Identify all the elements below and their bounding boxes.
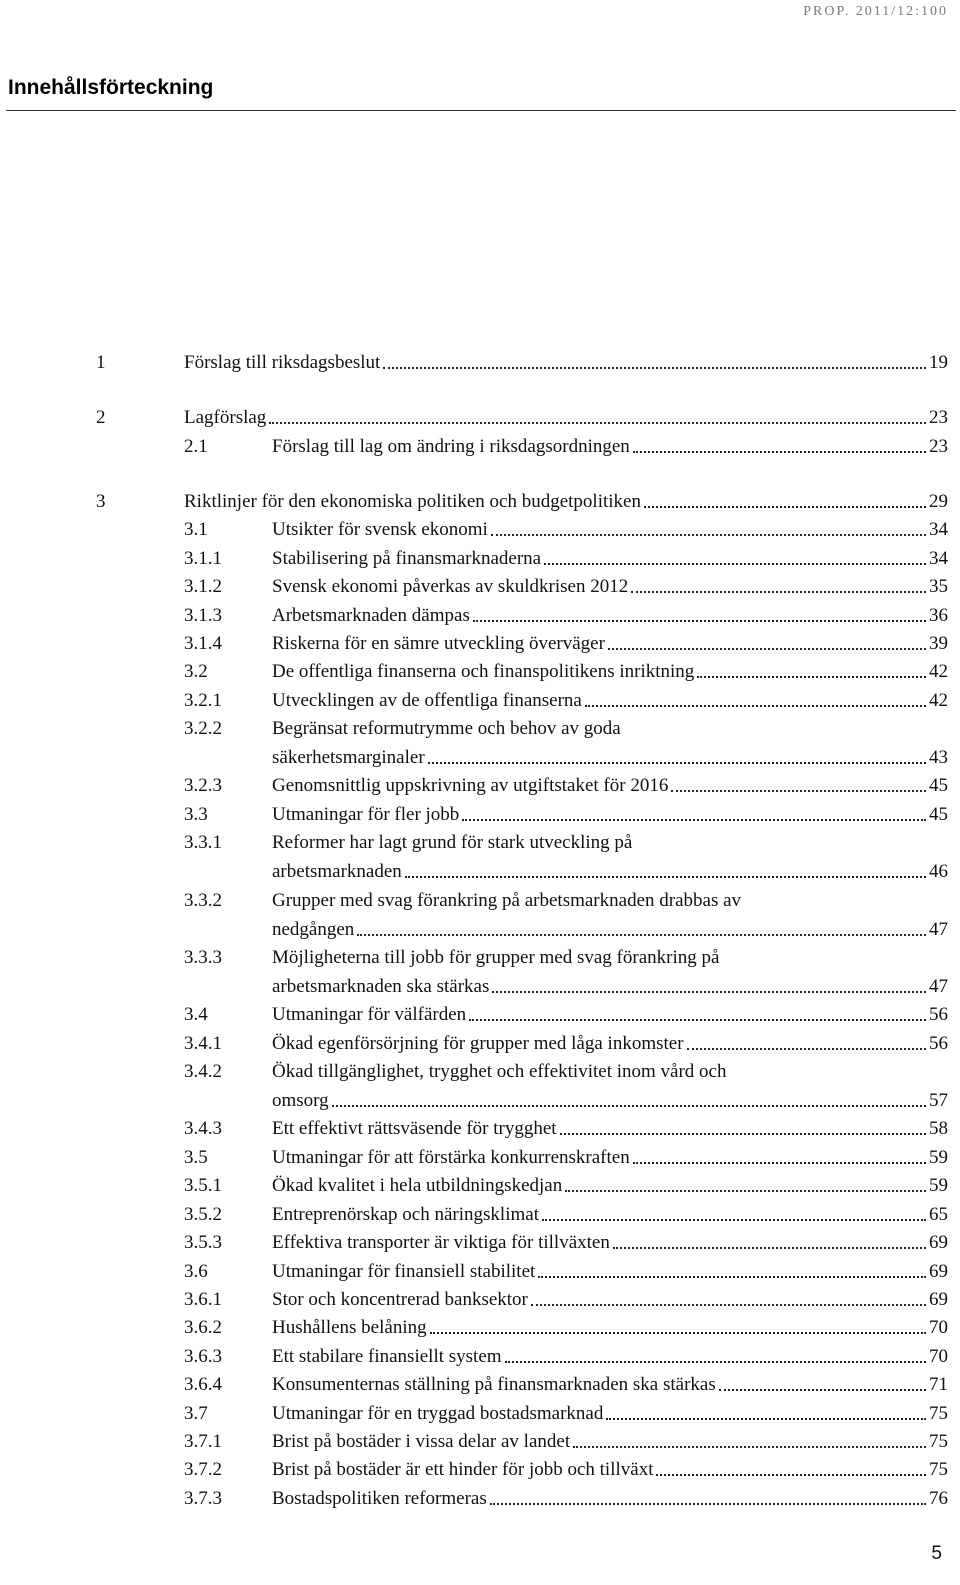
toc-entry-title: Begränsat reformutrymme och behov av goda [272,718,621,739]
toc-entry-title-continued: omsorg [272,1090,329,1111]
toc-entry-page: 39 [929,633,948,654]
dot-leader [269,395,926,424]
toc-entry-number: 3 [96,491,106,512]
toc-entry-number: 3.1.4 [184,633,222,654]
toc-entry-number: 3.7 [184,1403,208,1424]
toc-entry-number: 3.5.1 [184,1175,222,1196]
toc-entry-title: Utmaningar för finansiell stabilitet [272,1261,536,1282]
dot-leader [332,1078,926,1107]
toc-entry-number: 3.3.1 [184,832,222,853]
toc-entry-title: Utmaningar för en tryggad bostadsmarknad [272,1403,604,1424]
toc-entry-title: Förslag till riksdagsbeslut [184,352,381,373]
dot-leader [633,424,926,453]
dot-leader [585,678,926,707]
page-number: 5 [931,1543,942,1564]
toc-entry-title: Ökad tillgänglighet, trygghet och effektivitet inom vård och [272,1061,727,1082]
dot-leader [719,1362,926,1391]
dot-leader [608,621,926,650]
toc-entry-title: Stor och koncentrerad banksektor [272,1289,528,1310]
toc-entry-page: 45 [929,775,948,796]
toc-entry-title: Ökad kvalitet i hela utbildningskedjan [272,1175,563,1196]
toc-entry-title: Utmaningar för att förstärka konkurrenskraften [272,1147,630,1168]
toc-entry-page: 71 [929,1374,948,1395]
toc-entry-title: Ett effektivt rättsväsende för trygghet [272,1118,557,1139]
dot-leader [542,1192,926,1221]
dot-leader [644,479,926,508]
toc-entry-title: Utvecklingen av de offentliga finanserna [272,690,582,711]
toc-entry-title: Möjligheterna till jobb för grupper med svag förankring på [272,947,720,968]
dot-leader [697,649,926,678]
dot-leader [687,1021,926,1050]
toc-entry-number: 3.5 [184,1147,208,1168]
toc-entry-number: 3.6.1 [184,1289,222,1310]
toc-entry-page: 59 [929,1147,948,1168]
toc-entry-number: 3.4 [184,1004,208,1025]
dot-leader [469,992,926,1021]
toc-entry-page: 70 [929,1346,948,1367]
toc-entry-title: Entreprenörskap och näringsklimat [272,1204,539,1225]
toc-entry-number: 3.2 [184,661,208,682]
toc-entry-title: Brist på bostäder är ett hinder för jobb och tillväxt [272,1459,654,1480]
toc-entry-title: Grupper med svag förankring på arbetsmarknaden drabbas av [272,890,742,911]
dot-leader [473,593,926,622]
toc-entry-number: 3.2.1 [184,690,222,711]
dot-leader [656,1447,926,1476]
dot-leader [430,1305,926,1334]
toc-entry-page: 69 [929,1261,948,1282]
toc-entry-title: Hushållens belåning [272,1317,427,1338]
toc-entry-title: Ökad egenförsörjning för grupper med låga inkomster [272,1033,684,1054]
toc-entry-page: 34 [929,548,948,569]
toc-entry-number: 3.6.3 [184,1346,222,1367]
toc-entry-title: Förslag till lag om ändring i riksdagsordningen [272,436,630,457]
toc-entry-title-continued: arbetsmarknaden ska stärkas [272,976,490,997]
toc-entry-page: 75 [929,1403,948,1424]
toc-entry-page: 56 [929,1033,948,1054]
toc-entry-title: Riktlinjer för den ekonomiska politiken och budgetpolitiken [184,491,641,512]
toc-entry-page: 36 [929,605,948,626]
toc-entry-page: 75 [929,1459,948,1480]
toc-entry-page: 76 [929,1488,948,1509]
toc-entry-page: 59 [929,1175,948,1196]
toc-entry-title: Svensk ekonomi påverkas av skuldkrisen 2012 [272,576,629,597]
toc-entry-number: 3.1.2 [184,576,222,597]
toc-entry-page: 45 [929,804,948,825]
toc-entry-title: Brist på bostäder i vissa delar av landet [272,1431,571,1452]
toc-entry-number: 3.5.2 [184,1204,222,1225]
toc-entry-page: 19 [929,352,948,373]
toc-entry-title: Utsikter för svensk ekonomi [272,519,488,540]
toc-entry-title: Effektiva transporter är viktiga för tillväxten [272,1232,610,1253]
toc-entry-page: 58 [929,1118,948,1139]
dot-leader [538,1249,926,1278]
toc-entry-title-continued: arbetsmarknaden [272,861,402,882]
document-title: Innehållsförteckning [8,76,214,99]
toc-entry-title: Lagförslag [184,407,267,428]
toc-entry-number: 3.1 [184,519,208,540]
toc-entry-page: 65 [929,1204,948,1225]
dot-leader [491,507,926,536]
dot-leader [428,735,926,764]
toc-entry-number: 3.1.1 [184,548,222,569]
toc-entry-title-continued: säkerhetsmarginaler [272,747,425,768]
toc-entry-number: 3.4.2 [184,1061,222,1082]
toc-entry-title: Reformer har lagt grund för stark utveckling på [272,832,633,853]
toc-entry-number: 3.6 [184,1261,208,1282]
dot-leader [405,849,926,878]
toc-entry-number: 3.7.1 [184,1431,222,1452]
toc-entry-title: Riskerna för en sämre utveckling överväger [272,633,605,654]
toc-entry-page: 69 [929,1289,948,1310]
toc-entry-number: 3.6.2 [184,1317,222,1338]
dot-leader [613,1220,926,1249]
toc-entry-page: 57 [929,1090,948,1111]
toc-entry-title: Bostadspolitiken reformeras [272,1488,487,1509]
toc-entry-number: 2 [96,407,106,428]
dot-leader [462,792,926,821]
toc-entry-page: 34 [929,519,948,540]
toc-entry-number: 2.1 [184,436,208,457]
toc-entry-page: 47 [929,976,948,997]
toc-entry-title: Genomsnittlig uppskrivning av utgiftstaket för 2016 [272,775,669,796]
toc-entry-number: 3.1.3 [184,605,222,626]
dot-leader [565,1163,926,1192]
toc-entry-page: 56 [929,1004,948,1025]
dot-leader [357,907,926,936]
toc-entry-title: Utmaningar för fler jobb [272,804,460,825]
dot-leader [631,564,926,593]
toc-entry-number: 3.4.3 [184,1118,222,1139]
dot-leader [633,1135,926,1164]
dot-leader [492,964,926,993]
dot-leader [560,1106,926,1135]
toc-entry-page: 29 [929,491,948,512]
toc-entry-page: 70 [929,1317,948,1338]
toc-entry-page: 46 [929,861,948,882]
toc-entry-title-continued: nedgången [272,919,355,940]
toc-entry-page: 35 [929,576,948,597]
toc-entry-title: Ett stabilare finansiellt system [272,1346,502,1367]
toc-entry-title: Konsumenternas ställning på finansmarknaden ska stärkas [272,1374,716,1395]
toc-entry-number: 3.5.3 [184,1232,222,1253]
toc-entry-title: De offentliga finanserna och finanspolitikens inriktning [272,661,695,682]
toc-entry-number: 3.3 [184,804,208,825]
dot-leader [505,1334,926,1363]
toc-entry-number: 3.4.1 [184,1033,222,1054]
dot-leader [671,763,926,792]
toc-entry-number: 3.2.3 [184,775,222,796]
toc-entry-title: Arbetsmarknaden dämpas [272,605,470,626]
toc-entry-number: 3.3.3 [184,947,222,968]
toc-entry-page: 23 [929,407,948,428]
toc-entry-page: 69 [929,1232,948,1253]
toc-entry-number: 3.2.2 [184,718,222,739]
dot-leader [544,536,926,565]
toc-entry-page: 23 [929,436,948,457]
dot-leader [573,1419,926,1448]
dot-leader [490,1476,926,1505]
running-head: PROP. 2011/12:100 [803,4,948,19]
toc-entry-number: 1 [96,352,106,373]
dot-leader [606,1391,926,1420]
toc-entry-page: 43 [929,747,948,768]
toc-entry-page: 75 [929,1431,948,1452]
toc-entry-page: 47 [929,919,948,940]
toc-entry-number: 3.6.4 [184,1374,222,1395]
toc-entry-title: Utmaningar för välfärden [272,1004,467,1025]
toc-entry-page: 42 [929,661,948,682]
dot-leader [531,1277,926,1306]
toc-entry-page: 42 [929,690,948,711]
toc-entry-title: Stabilisering på finansmarknaderna [272,548,542,569]
dot-leader [383,340,926,369]
toc-entry-number: 3.3.2 [184,890,222,911]
toc-entry-number: 3.7.2 [184,1459,222,1480]
toc-entry-number: 3.7.3 [184,1488,222,1509]
